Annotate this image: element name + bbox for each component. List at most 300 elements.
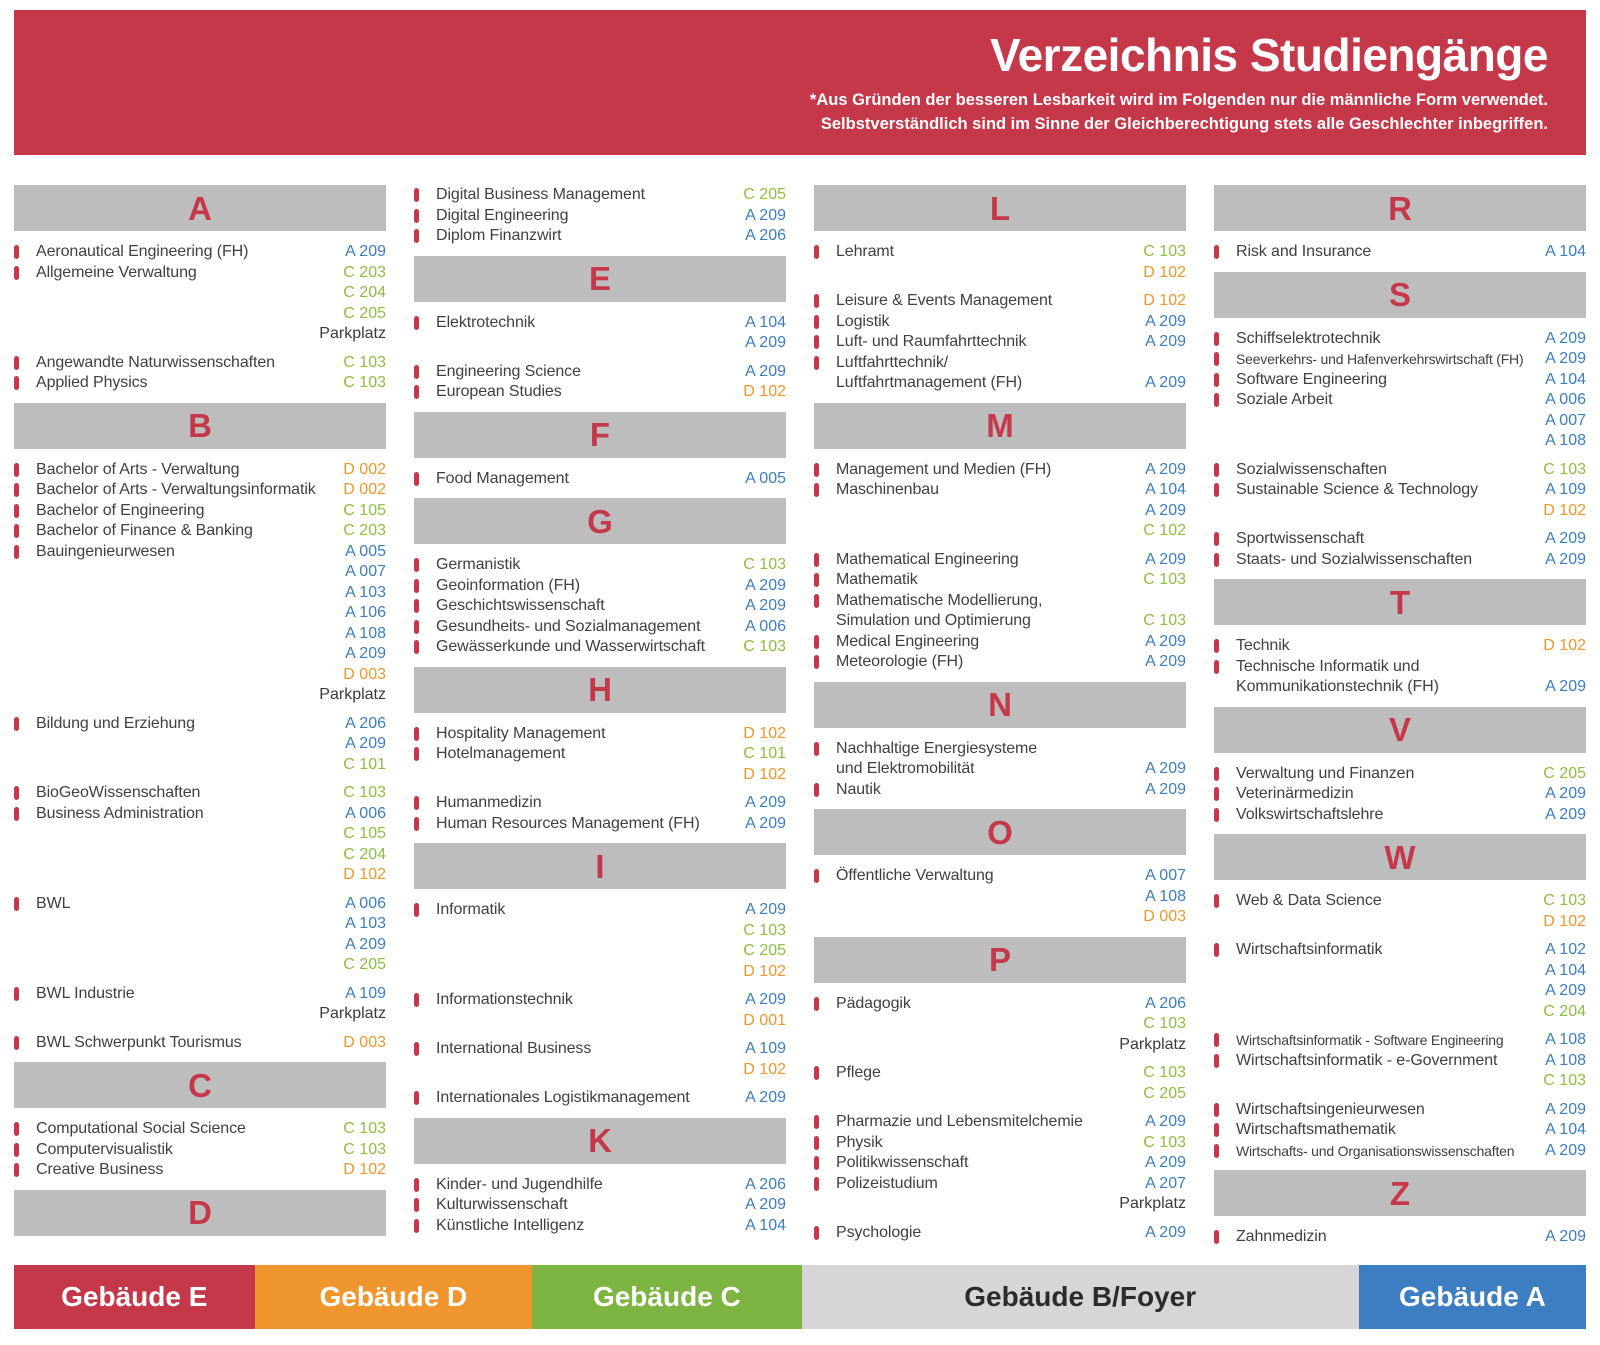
room-code: C 205 (1543, 764, 1586, 782)
directory-entry (414, 382, 786, 403)
entry-marker-icon (1214, 483, 1219, 497)
entry-marker-icon (814, 594, 819, 608)
entry-name: Bachelor of Arts - Verwaltung (36, 460, 240, 478)
entry-marker-icon (814, 783, 819, 797)
entry-marker-icon (414, 1042, 419, 1056)
section-letter: T (1389, 583, 1411, 621)
room-code: A 209 (1145, 760, 1186, 777)
section-letter: M (986, 407, 1014, 444)
section-header-N (814, 682, 1186, 728)
entry-name: BWL (36, 894, 71, 912)
entry-name: Angewandte Naturwissenschaften (36, 353, 275, 371)
room-code: A 006 (345, 894, 386, 912)
room-code: D 102 (743, 962, 786, 980)
directory-entry (414, 724, 786, 745)
entry-name: Geschichtswissenschaft (436, 597, 605, 614)
room-code: C 103 (343, 353, 386, 371)
section-letter: V (1388, 711, 1411, 748)
entry-marker-icon (414, 640, 419, 654)
directory-entry (1214, 1120, 1586, 1141)
room-code: C 103 (1143, 1133, 1186, 1151)
entry-name: Meteorologie (FH) (836, 653, 964, 670)
directory-entry-continuation (14, 324, 386, 345)
entry-name: Bildung und Erziehung (36, 714, 195, 732)
entry-marker-spacer (1214, 1005, 1219, 1019)
directory-entry (414, 793, 786, 814)
directory-entry (814, 1153, 1186, 1174)
entry-name: Digital Engineering (436, 206, 569, 224)
room-code: D 102 (1543, 637, 1586, 654)
room-code: A 006 (345, 804, 386, 822)
room-code: A 209 (1145, 1154, 1186, 1171)
room-code: C 101 (743, 745, 786, 762)
entry-name: Humanmedizin (436, 794, 542, 811)
directory-entry (14, 1033, 386, 1054)
directory-entry (814, 1174, 1186, 1195)
entry-marker-spacer (14, 327, 19, 341)
directory-entry-continuation (814, 1084, 1186, 1105)
entry-name: Informatik (436, 901, 506, 918)
entry-name: Applied Physics (36, 374, 148, 391)
room-code: A 104 (1145, 481, 1186, 498)
section-header-A (14, 185, 386, 231)
entry-name: Pflege (836, 1064, 881, 1081)
entry-marker-icon (14, 504, 19, 518)
directory-entry (14, 1160, 386, 1181)
directory-entry (414, 1175, 786, 1196)
section-letter: I (595, 847, 605, 885)
entry-marker-icon (1214, 352, 1219, 366)
entry-name: Bachelor of Arts - Verwaltungsinformatik (36, 481, 316, 498)
entry-name: Leisure & Events Management (836, 292, 1053, 309)
entry-marker-icon (414, 188, 419, 202)
entry-marker-spacer (814, 376, 819, 390)
room-code: A 209 (745, 362, 786, 380)
room-code: D 102 (1143, 263, 1186, 281)
room-code: C 103 (343, 374, 386, 391)
entry-marker-icon (814, 655, 819, 669)
entry-name: Germanistik (436, 556, 521, 573)
room-code: A 209 (745, 901, 786, 918)
section-header-V (1214, 707, 1586, 753)
section-header-G (414, 498, 786, 544)
entry-name: Mathematische Modellierung, (836, 591, 1043, 609)
entry-name: Zahnmedizin (1236, 1228, 1327, 1245)
entry-name: Technische Informatik und (1236, 657, 1420, 675)
entry-marker-icon (414, 316, 419, 330)
room-code: A 209 (745, 576, 786, 594)
room-code: A 103 (345, 915, 386, 932)
room-code: A 209 (745, 814, 786, 832)
entry-marker-icon (1214, 808, 1219, 822)
entry-name: Seeverkehrs- und Hafenverkehrswirtschaft (FH) (1236, 351, 1524, 367)
section-header-L (814, 185, 1186, 231)
entry-name: Business Administration (36, 804, 204, 822)
room-code: C 103 (1543, 892, 1586, 909)
directory-entry-continuation (1214, 411, 1586, 432)
entry-marker-spacer (414, 924, 419, 938)
entry-name: Nautik (836, 780, 881, 798)
room-code: A 209 (1145, 374, 1186, 391)
room-code: A 104 (745, 1216, 786, 1234)
entry-marker-icon (414, 993, 419, 1007)
room-code: A 209 (745, 206, 786, 224)
room-code: Parkplatz (1119, 1195, 1186, 1212)
room-code: A 209 (745, 334, 786, 351)
directory-entry-continuation (14, 583, 386, 604)
directory-entry (1214, 550, 1586, 571)
room-code: C 103 (1143, 612, 1186, 629)
directory-entry-continuation (414, 1011, 786, 1032)
entry-marker-icon (14, 376, 19, 390)
directory-entry (414, 990, 786, 1011)
room-code: A 209 (745, 1196, 786, 1213)
entry-marker-icon (814, 483, 819, 497)
entry-marker-icon (1214, 787, 1219, 801)
room-code: A 209 (1545, 785, 1586, 802)
directory-entry-continuation (814, 373, 1186, 394)
entry-name: Wirtschaftsinformatik - e-Government (1236, 1051, 1498, 1069)
room-code: A 209 (345, 935, 386, 953)
entry-marker-spacer (14, 958, 19, 972)
directory-entry-continuation (1214, 981, 1586, 1002)
entry-marker-icon (814, 573, 819, 587)
entry-marker-icon (1214, 373, 1219, 387)
room-code: C 105 (343, 825, 386, 842)
section-letter: S (1388, 276, 1411, 313)
room-code: D 102 (743, 1060, 786, 1078)
entry-name: Management und Medien (FH) (836, 460, 1052, 478)
directory-entry-continuation (14, 824, 386, 845)
entry-marker-icon (414, 620, 419, 634)
entry-marker-icon (1214, 393, 1219, 407)
entry-marker-icon (814, 635, 819, 649)
room-code: D 002 (343, 460, 386, 478)
directory-entry (414, 313, 786, 334)
directory-entry (14, 373, 386, 394)
directory-entry (814, 739, 1186, 760)
entry-marker-spacer (1214, 1074, 1219, 1088)
directory-entry (14, 894, 386, 915)
directory-entry (814, 312, 1186, 333)
entry-marker-spacer (14, 848, 19, 862)
room-code: C 203 (343, 263, 386, 281)
directory-entry (1214, 764, 1586, 785)
room-code: A 006 (745, 617, 786, 635)
directory-entry (414, 617, 786, 638)
entry-name: Computational Social Science (36, 1120, 246, 1137)
room-code: A 206 (345, 714, 386, 732)
section-letter: F (589, 416, 611, 453)
section-header-D (14, 1190, 386, 1236)
entry-name: Food Management (436, 469, 569, 487)
room-code: A 209 (1545, 1141, 1586, 1159)
entry-marker-spacer (414, 1014, 419, 1028)
entry-marker-spacer (14, 606, 19, 620)
entry-name: Engineering Science (436, 362, 581, 380)
room-code: A 007 (1545, 411, 1586, 429)
entry-name: Gesundheits- und Sozialmanagement (436, 617, 701, 635)
room-code: C 103 (1543, 460, 1586, 478)
entry-marker-icon (14, 1163, 19, 1177)
entry-name: BWL Schwerpunkt Tourismus (36, 1033, 242, 1051)
entry-marker-icon (414, 1178, 419, 1192)
section-header-O (814, 809, 1186, 855)
directory-entry-continuation (814, 887, 1186, 908)
directory-entry (14, 480, 386, 501)
room-code: A 104 (1545, 961, 1586, 979)
directory-entry-continuation (814, 759, 1186, 780)
directory-entry (814, 550, 1186, 571)
room-code: A 209 (1145, 333, 1186, 350)
room-code: D 102 (343, 1161, 386, 1178)
entry-marker-icon (14, 1122, 19, 1136)
entry-marker-icon (414, 579, 419, 593)
entry-name: Luftfahrttechnik/ (836, 353, 949, 371)
section-letter: G (587, 502, 613, 540)
directory-entry-continuation (14, 755, 386, 776)
entry-marker-spacer (414, 944, 419, 958)
room-code: D 102 (1143, 292, 1186, 309)
entry-marker-icon (414, 903, 419, 917)
directory-entry-continuation (1214, 912, 1586, 933)
directory-entry (1214, 1227, 1586, 1248)
directory-entry-continuation (1214, 961, 1586, 982)
entry-marker-icon (14, 1143, 19, 1157)
room-code: A 108 (345, 624, 386, 642)
entry-marker-spacer (814, 1087, 819, 1101)
section-header-P (814, 937, 1186, 983)
entry-marker-icon (414, 1091, 419, 1105)
section-letter: L (989, 189, 1011, 227)
entry-name: Wirtschafts- und Organisationswissenschaften (1236, 1142, 1515, 1159)
entry-name: Gewässerkunde und Wasserwirtschaft (436, 638, 706, 655)
room-code: A 109 (345, 984, 386, 1002)
section-header-I (414, 843, 786, 889)
section-letter: E (588, 260, 611, 297)
entry-marker-spacer (814, 1197, 819, 1211)
section-header-K (414, 1118, 786, 1164)
room-code: C 103 (1143, 571, 1186, 588)
room-code: C 205 (343, 304, 386, 322)
room-code: C 205 (343, 956, 386, 973)
entry-name: Computervisualistik (36, 1140, 173, 1158)
directory-entry (1214, 349, 1586, 370)
directory-entry-continuation (14, 304, 386, 325)
entry-marker-icon (414, 209, 419, 223)
directory-entry (14, 263, 386, 284)
room-code: C 101 (343, 755, 386, 773)
entry-marker-spacer (14, 668, 19, 682)
directory-entry (14, 460, 386, 481)
room-code: Parkplatz (319, 325, 386, 342)
entry-marker-icon (814, 997, 819, 1011)
section-header-S (1214, 272, 1586, 318)
entry-marker-icon (1214, 553, 1219, 567)
directory-entry-continuation (414, 941, 786, 962)
entry-name: Luft- und Raumfahrttechnik (836, 333, 1027, 350)
room-code: A 209 (1545, 1228, 1586, 1245)
entry-name: Logistik (836, 312, 890, 330)
entry-name: Lehramt (836, 243, 894, 260)
disclaimer-line-1: *Aus Gründen der besseren Lesbarkeit wird im Folgenden nur die männliche Form verwendet. (809, 90, 1548, 109)
directory-entry (14, 1140, 386, 1161)
directory-entry-continuation (414, 1060, 786, 1081)
directory-entry (14, 1119, 386, 1140)
directory-entry (814, 994, 1186, 1015)
entry-marker-icon (14, 463, 19, 477)
entry-marker-spacer (1214, 964, 1219, 978)
page-title: Verzeichnis Studiengänge (989, 29, 1548, 81)
entry-name: Digital Business Management (436, 186, 645, 203)
directory-entry-continuation (814, 907, 1186, 928)
entry-marker-icon (414, 229, 419, 243)
entry-marker-icon (14, 807, 19, 821)
directory-entry-continuation (14, 644, 386, 665)
entry-marker-icon (814, 315, 819, 329)
directory-entry (814, 780, 1186, 801)
entry-marker-icon (814, 742, 819, 756)
directory-entry (414, 362, 786, 383)
entry-marker-icon (414, 817, 419, 831)
directory-entry-continuation (814, 521, 1186, 542)
directory-entry-continuation (1214, 431, 1586, 452)
room-code: A 209 (1545, 982, 1586, 999)
room-code: A 106 (345, 604, 386, 621)
entry-marker-icon (1214, 1103, 1219, 1117)
directory-entry-continuation (14, 734, 386, 755)
entry-marker-spacer (1214, 504, 1219, 518)
room-code: D 003 (1143, 908, 1186, 925)
entry-marker-spacer (414, 965, 419, 979)
entry-marker-spacer (814, 524, 819, 538)
directory-entry-continuation (14, 935, 386, 956)
room-code: A 108 (1545, 1031, 1586, 1048)
room-code: D 003 (343, 1033, 386, 1051)
entry-name: Elektrotechnik (436, 313, 536, 331)
entry-name: Psychologie (836, 1223, 922, 1241)
entry-marker-spacer (14, 286, 19, 300)
entry-marker-icon (14, 356, 19, 370)
entry-marker-icon (414, 365, 419, 379)
entry-marker-icon (814, 294, 819, 308)
room-code: C 205 (743, 942, 786, 959)
room-code: Parkplatz (319, 1005, 386, 1022)
entry-name: Hotelmanagement (436, 745, 566, 762)
entry-marker-spacer (814, 266, 819, 280)
entry-name: Sustainable Science & Technology (1236, 481, 1479, 498)
directory-entry (814, 242, 1186, 263)
room-code: A 108 (1145, 887, 1186, 905)
room-code: C 205 (743, 186, 786, 203)
entry-marker-spacer (414, 768, 419, 782)
room-code: A 209 (1145, 780, 1186, 798)
entry-marker-icon (14, 987, 19, 1001)
entry-marker-icon (1214, 1144, 1219, 1158)
entry-marker-icon (814, 1156, 819, 1170)
directory-entry (1214, 329, 1586, 350)
entry-name: Luftfahrtmanagement (FH) (836, 374, 1023, 391)
directory-entry-continuation (814, 1194, 1186, 1215)
section-header-F (414, 412, 786, 458)
entry-name: Verwaltung und Finanzen (1236, 764, 1415, 782)
entry-marker-spacer (814, 762, 819, 776)
room-code: A 102 (1545, 941, 1586, 958)
entry-marker-icon (1214, 1230, 1219, 1244)
room-code: A 209 (1545, 350, 1586, 367)
entry-name: Bauingenieurwesen (36, 542, 175, 560)
directory-entry (414, 576, 786, 597)
entry-name: Wirtschaftsmathematik (1236, 1121, 1396, 1138)
directory-entry-continuation (814, 611, 1186, 632)
entry-name: Polizeistudium (836, 1174, 938, 1192)
entry-marker-spacer (14, 627, 19, 641)
legend-building-B: Gebäude B/Foyer (802, 1265, 1359, 1329)
section-header-W (1214, 834, 1586, 880)
directory-entry-continuation (814, 501, 1186, 522)
column-2 (414, 185, 786, 1236)
entry-name: Künstliche Intelligenz (436, 1216, 585, 1234)
entry-marker-spacer (14, 1007, 19, 1021)
room-code: C 103 (743, 921, 786, 939)
entry-marker-icon (1214, 463, 1219, 477)
entry-marker-icon (414, 599, 419, 613)
directory-entry (814, 332, 1186, 353)
directory-entry (14, 804, 386, 825)
room-code: A 209 (1145, 632, 1186, 650)
entry-marker-spacer (814, 614, 819, 628)
room-code: C 103 (343, 1140, 386, 1158)
directory-entry (414, 637, 786, 658)
directory-entry (814, 632, 1186, 653)
directory-entry (414, 469, 786, 490)
directory-entry-continuation (14, 665, 386, 686)
directory-entry (1214, 1141, 1586, 1162)
entry-name: Kommunikationstechnik (FH) (1236, 678, 1439, 695)
directory-entry (414, 1195, 786, 1216)
entry-marker-spacer (14, 688, 19, 702)
directory-entry (1214, 784, 1586, 805)
entry-name: Software Engineering (1236, 370, 1387, 388)
section-letter: R (1388, 189, 1412, 227)
room-code: A 109 (1545, 481, 1586, 498)
entry-marker-icon (1214, 639, 1219, 653)
directory-entry (1214, 460, 1586, 481)
room-code: A 209 (1145, 1223, 1186, 1241)
section-header-C (14, 1062, 386, 1108)
entry-name: Human Resources Management (FH) (436, 814, 700, 832)
directory-entry (1214, 242, 1586, 263)
room-code: A 209 (1545, 805, 1586, 823)
entry-marker-icon (814, 1066, 819, 1080)
directory-entry (414, 814, 786, 835)
directory-entry-continuation (14, 914, 386, 935)
entry-marker-icon (1214, 767, 1219, 781)
directory-entry-continuation (1214, 501, 1586, 522)
room-code: A 006 (1545, 391, 1586, 408)
section-letter: C (188, 1066, 212, 1104)
room-code: A 007 (345, 563, 386, 580)
section-header-B (14, 403, 386, 449)
entry-marker-icon (414, 1219, 419, 1233)
directory-entry-continuation (1214, 677, 1586, 698)
room-code: C 205 (1143, 1084, 1186, 1102)
section-header-E (414, 256, 786, 302)
directory-entry-continuation (14, 624, 386, 645)
entry-marker-icon (1214, 332, 1219, 346)
entry-marker-icon (814, 1136, 819, 1150)
entry-name: Allgemeine Verwaltung (36, 263, 197, 281)
